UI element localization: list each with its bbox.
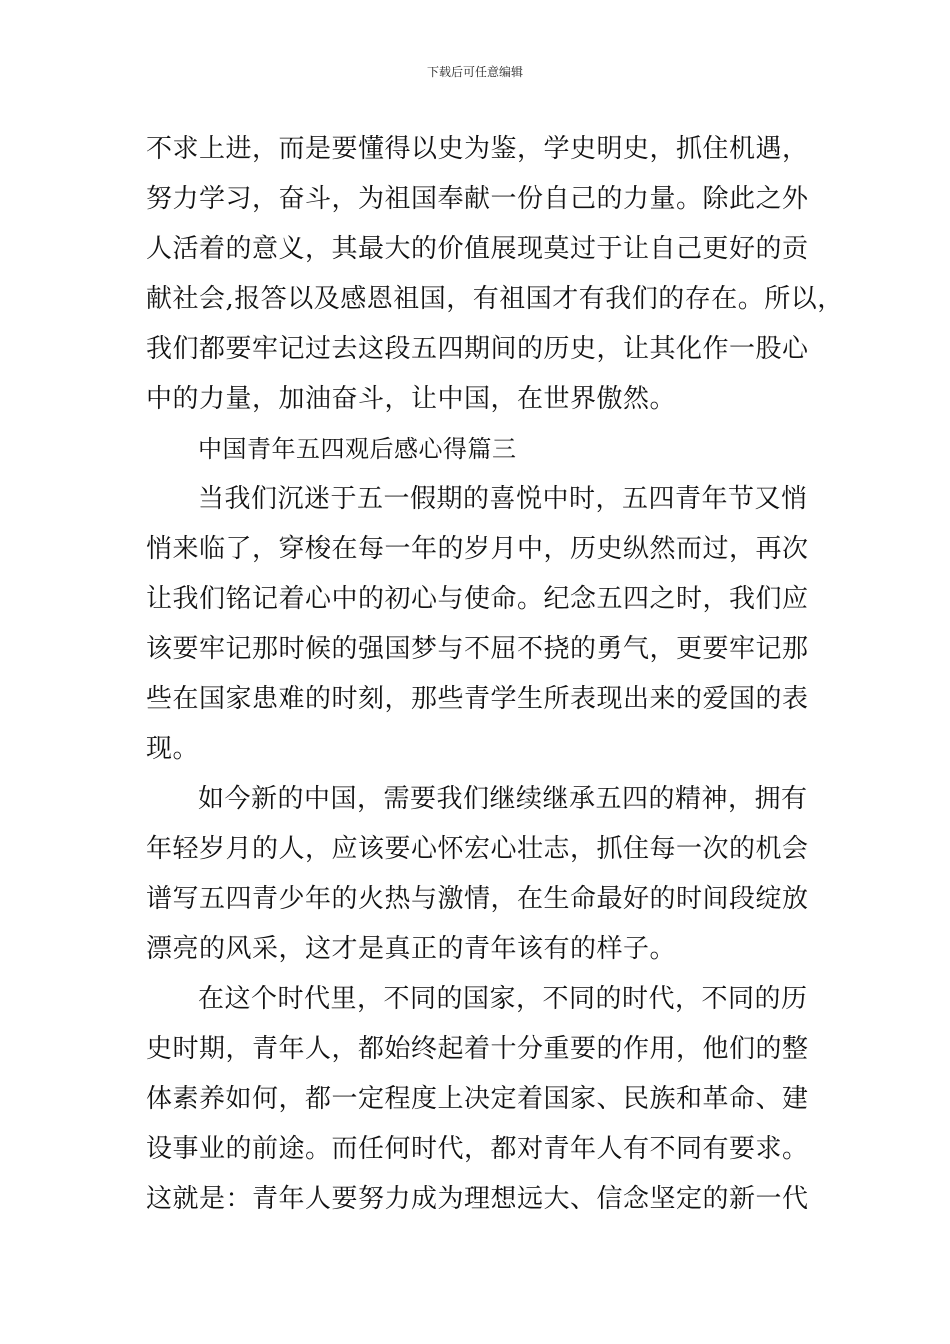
text-line: 悄来临了，穿梭在每一年的岁月中，历史纵然而过，再次 (146, 534, 809, 564)
text-line: 体素养如何，都一定程度上决定着国家、民族和革命、建 (146, 1084, 809, 1114)
text-line: 谱写五四青少年的火热与激情，在生命最好的时间段绽放 (146, 884, 809, 914)
text-line: 献社会,报答以及感恩祖国，有祖国才有我们的存在。所以， (146, 284, 844, 314)
text-line: 中的力量，加油奋斗，让中国，在世界傲然。 (146, 384, 677, 414)
text-line: 设事业的前途。而任何时代，都对青年人有不同有要求。 (146, 1134, 809, 1164)
text-line: 史时期，青年人，都始终起着十分重要的作用，他们的整 (146, 1034, 809, 1064)
text-line: 人活着的意义，其最大的价值展现莫过于让自己更好的贡 (146, 234, 809, 264)
text-line: 这就是：青年人要努力成为理想远大、信念坚定的新一代 (146, 1184, 809, 1214)
text-line: 该要牢记那时候的强国梦与不屈不挠的勇气，更要牢记那 (146, 634, 809, 664)
text-line: 些在国家患难的时刻，那些青学生所表现出来的爱国的表 (146, 684, 809, 714)
section-heading (146, 424, 826, 474)
text-line: 年轻岁月的人，应该要心怀宏心壮志，抓住每一次的机会 (146, 834, 809, 864)
document-body (146, 124, 844, 1224)
text-line: 努力学习，奋斗，为祖国奉献一份自己的力量。除此之外 (146, 184, 809, 214)
text-line: 我们都要牢记过去这段五四期间的历史，让其化作一股心 (146, 334, 809, 364)
text-line: 不求上进，而是要懂得以史为鉴，学史明史，抓住机遇， (146, 134, 809, 164)
text-line: 当我们沉迷于五一假期的喜悦中时，五四青年节又悄 (198, 484, 808, 514)
paragraph (146, 774, 826, 974)
text-line: 让我们铭记着心中的初心与使命。纪念五四之时，我们应 (146, 584, 809, 614)
heading-text: 中国青年五四观后感心得篇三 (198, 435, 517, 463)
paragraph (146, 974, 826, 1224)
text-line: 现。 (146, 734, 200, 764)
text-line: 在这个时代里，不同的国家，不同的时代，不同的历 (198, 984, 808, 1014)
paragraph (146, 474, 826, 774)
paragraph (146, 124, 844, 424)
text-line: 如今新的中国，需要我们继续继承五四的精神，拥有 (198, 784, 808, 814)
text-line: 漂亮的风采，这才是真正的青年该有的样子。 (146, 934, 677, 964)
page-header: 下载后可任意编辑 (426, 65, 523, 79)
